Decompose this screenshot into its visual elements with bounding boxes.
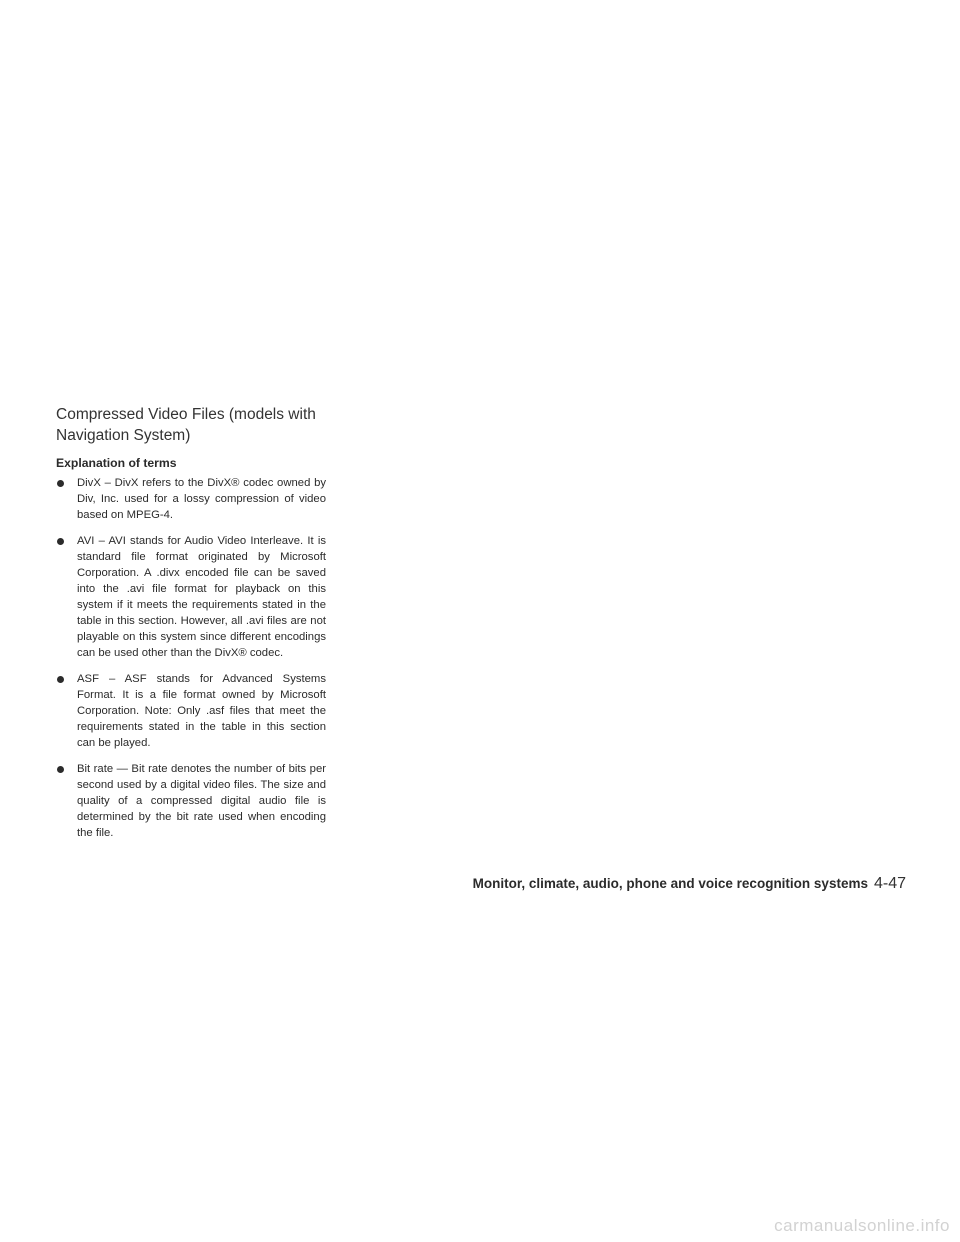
term-text: DivX – DivX refers to the DivX® codec owned by Div, Inc. used for a lossy compression of video based on MPEG-4. <box>77 477 326 521</box>
bullet-icon <box>57 676 64 683</box>
term-list <box>56 475 326 841</box>
watermark: carmanualsonline.info <box>774 1216 950 1235</box>
term-item-asf <box>56 671 326 751</box>
explanation-subheading: Explanation of terms <box>56 456 177 470</box>
page-footer <box>473 875 906 893</box>
bullet-icon <box>57 480 64 487</box>
section-title-line-1: Compressed Video Files (models with <box>56 406 316 423</box>
term-text: Bit rate — Bit rate denotes the number of bits per second used by a digital video files. The size and quality of a compressed digital audio file is determined by the bit rate used when encoding the file. <box>77 763 326 839</box>
chapter-title: Monitor, climate, audio, phone and voice recognition systems <box>472 876 868 891</box>
section-title-line-2: Navigation System) <box>56 427 191 444</box>
term-text: ASF – ASF stands for Advanced Systems Format. It is a file format owned by Microsoft Corporation. Note: Only .asf files that meet the requirements stated in the table in this section can be played. <box>77 673 326 749</box>
bullet-icon <box>57 538 64 545</box>
term-item-divx <box>56 475 326 523</box>
term-item-bit-rate <box>56 761 326 841</box>
page-number: 4-47 <box>873 875 906 892</box>
video-files-section <box>56 404 326 851</box>
term-item-avi <box>56 533 326 661</box>
bullet-icon <box>57 766 64 773</box>
term-text: AVI – AVI stands for Audio Video Interleave. It is standard file format originated by Microsoft Corporation. A .divx encoded file can be saved into the .avi file format for playback on this system if it meets the requirements stated in the table in this section. However, all .avi files are not playable on this system since different encodings can be used other than the DivX® codec. <box>77 535 326 659</box>
section-title <box>56 404 326 446</box>
